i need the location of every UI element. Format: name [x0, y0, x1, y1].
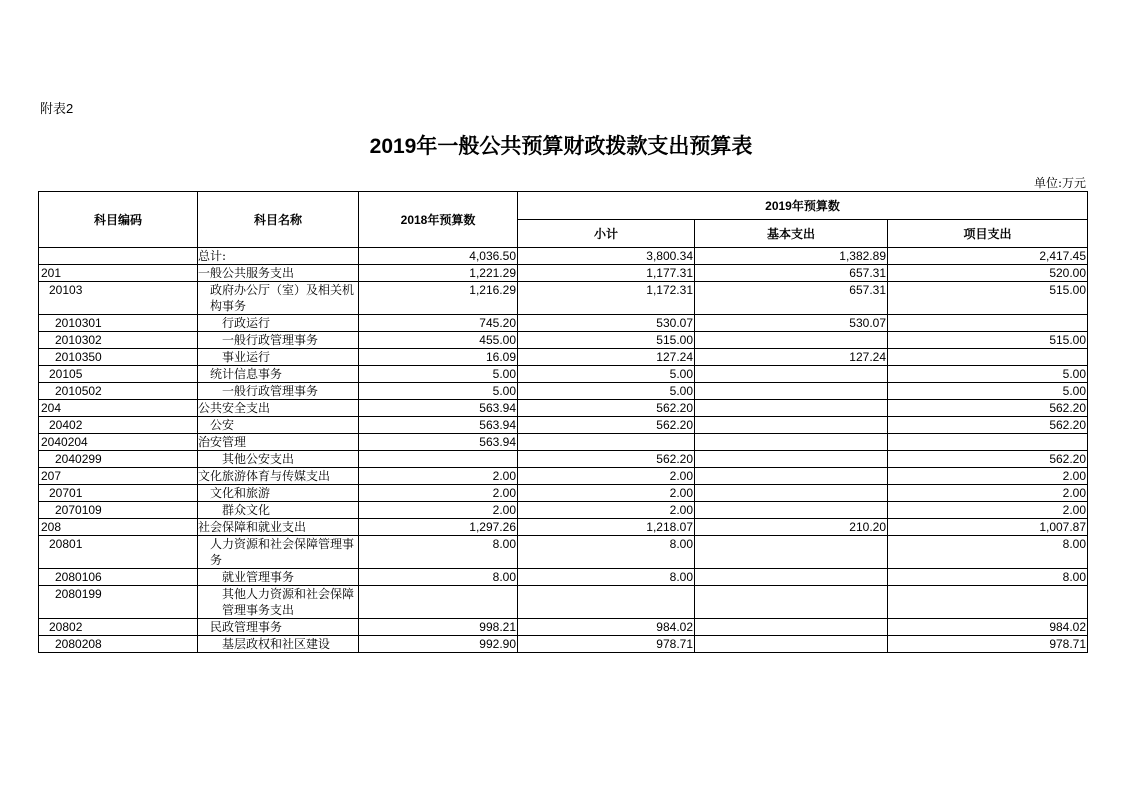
row-budget-2018: 563.94: [359, 434, 518, 451]
row-basic: 1,382.89: [695, 248, 888, 265]
row-subtotal: 1,218.07: [518, 519, 695, 536]
row-budget-2018: 455.00: [359, 332, 518, 349]
row-budget-2018: [359, 451, 518, 468]
row-project: 2,417.45: [888, 248, 1088, 265]
row-subtotal: [518, 434, 695, 451]
row-name: 统计信息事务: [198, 366, 359, 383]
row-code: 20105: [39, 366, 198, 383]
row-basic: 657.31: [695, 282, 888, 315]
header-subtotal: 小计: [518, 220, 695, 248]
row-budget-2018: 5.00: [359, 383, 518, 400]
row-project: 8.00: [888, 569, 1088, 586]
row-basic: [695, 536, 888, 569]
row-subtotal: [518, 586, 695, 619]
row-project: 515.00: [888, 282, 1088, 315]
row-subtotal: 127.24: [518, 349, 695, 366]
table-row: [39, 536, 1088, 569]
row-subtotal: 562.20: [518, 400, 695, 417]
row-code: 204: [39, 400, 198, 417]
page-title: 2019年一般公共预算财政拨款支出预算表: [369, 135, 753, 158]
row-code: 20103: [39, 282, 198, 315]
row-code: 20402: [39, 417, 198, 434]
row-basic: [695, 569, 888, 586]
row-budget-2018: 2.00: [359, 485, 518, 502]
row-basic: [695, 417, 888, 434]
row-code: 2080199: [39, 586, 198, 619]
table-row: [39, 417, 1088, 434]
row-name: 人力资源和社会保障管理事务: [198, 536, 359, 569]
row-project: 2.00: [888, 468, 1088, 485]
row-name: 民政管理事务: [198, 619, 359, 636]
row-subtotal: 562.20: [518, 417, 695, 434]
row-basic: [695, 636, 888, 653]
row-subtotal: 3,800.34: [518, 248, 695, 265]
table-row: [39, 636, 1088, 653]
header-row-top: [39, 192, 1088, 220]
row-basic: [695, 400, 888, 417]
row-code: 20701: [39, 485, 198, 502]
row-name: 公安: [198, 417, 359, 434]
row-subtotal: 530.07: [518, 315, 695, 332]
row-code: 20802: [39, 619, 198, 636]
row-subtotal: 1,177.31: [518, 265, 695, 282]
table-row: [39, 366, 1088, 383]
row-budget-2018: 1,221.29: [359, 265, 518, 282]
row-subtotal: 978.71: [518, 636, 695, 653]
row-project: 5.00: [888, 366, 1088, 383]
row-project: 562.20: [888, 417, 1088, 434]
row-budget-2018: 8.00: [359, 569, 518, 586]
row-code: 208: [39, 519, 198, 536]
row-subtotal: 984.02: [518, 619, 695, 636]
row-project: 1,007.87: [888, 519, 1088, 536]
row-name: 政府办公厅（室）及相关机构事务: [198, 282, 359, 315]
row-basic: [695, 502, 888, 519]
row-budget-2018: 5.00: [359, 366, 518, 383]
row-basic: 127.24: [695, 349, 888, 366]
header-budget-2019: 2019年预算数: [518, 192, 1088, 220]
row-name: 文化旅游体育与传媒支出: [198, 468, 359, 485]
row-name: 群众文化: [198, 502, 359, 519]
row-name: 事业运行: [198, 349, 359, 366]
row-name: 治安管理: [198, 434, 359, 451]
table-row: [39, 383, 1088, 400]
row-name: 一般公共服务支出: [198, 265, 359, 282]
table-row: [39, 349, 1088, 366]
table-row: [39, 248, 1088, 265]
row-project: 984.02: [888, 619, 1088, 636]
table-row: [39, 265, 1088, 282]
row-code: 20801: [39, 536, 198, 569]
row-name: 其他公安支出: [198, 451, 359, 468]
row-name: 文化和旅游: [198, 485, 359, 502]
row-name: 其他人力资源和社会保障管理事务支出: [198, 586, 359, 619]
row-basic: [695, 332, 888, 349]
table-row: [39, 619, 1088, 636]
table-row: [39, 400, 1088, 417]
row-project: 2.00: [888, 485, 1088, 502]
table-row: [39, 519, 1088, 536]
row-basic: 210.20: [695, 519, 888, 536]
row-project: 562.20: [888, 451, 1088, 468]
row-project: [888, 434, 1088, 451]
row-code: 2080106: [39, 569, 198, 586]
table-row: [39, 434, 1088, 451]
table-row: [39, 315, 1088, 332]
row-basic: [695, 586, 888, 619]
table-row: [39, 569, 1088, 586]
row-project: 515.00: [888, 332, 1088, 349]
row-subtotal: 515.00: [518, 332, 695, 349]
table-row: [39, 332, 1088, 349]
row-code: 2010302: [39, 332, 198, 349]
row-subtotal: 562.20: [518, 451, 695, 468]
header-code: 科目编码: [39, 192, 198, 248]
row-project: 520.00: [888, 265, 1088, 282]
row-code: 2010301: [39, 315, 198, 332]
row-basic: 530.07: [695, 315, 888, 332]
row-budget-2018: 2.00: [359, 468, 518, 485]
row-project: [888, 349, 1088, 366]
table-row: [39, 586, 1088, 619]
row-subtotal: 2.00: [518, 502, 695, 519]
row-name: 总计:: [198, 248, 359, 265]
row-name: 公共安全支出: [198, 400, 359, 417]
row-name: 行政运行: [198, 315, 359, 332]
row-basic: [695, 619, 888, 636]
row-code: 201: [39, 265, 198, 282]
row-name: 就业管理事务: [198, 569, 359, 586]
row-project: 5.00: [888, 383, 1088, 400]
row-code: 2080208: [39, 636, 198, 653]
row-budget-2018: 998.21: [359, 619, 518, 636]
row-basic: 657.31: [695, 265, 888, 282]
row-basic: [695, 485, 888, 502]
header-project: 项目支出: [888, 220, 1088, 248]
row-budget-2018: 563.94: [359, 417, 518, 434]
row-subtotal: 8.00: [518, 569, 695, 586]
row-subtotal: 2.00: [518, 468, 695, 485]
appendix-label: 附表2: [40, 101, 74, 116]
row-budget-2018: 1,216.29: [359, 282, 518, 315]
unit-label: 单位:万元: [1033, 176, 1086, 190]
row-budget-2018: 563.94: [359, 400, 518, 417]
row-name: 社会保障和就业支出: [198, 519, 359, 536]
row-code: 2040299: [39, 451, 198, 468]
table-row: [39, 468, 1088, 485]
row-budget-2018: 16.09: [359, 349, 518, 366]
row-subtotal: 1,172.31: [518, 282, 695, 315]
row-project: [888, 315, 1088, 332]
row-basic: [695, 434, 888, 451]
row-budget-2018: 745.20: [359, 315, 518, 332]
row-name: 一般行政管理事务: [198, 383, 359, 400]
row-budget-2018: 4,036.50: [359, 248, 518, 265]
row-code: 2040204: [39, 434, 198, 451]
row-subtotal: 2.00: [518, 485, 695, 502]
row-name: 一般行政管理事务: [198, 332, 359, 349]
row-project: 8.00: [888, 536, 1088, 569]
row-basic: [695, 383, 888, 400]
row-budget-2018: [359, 586, 518, 619]
row-basic: [695, 451, 888, 468]
table-row: [39, 502, 1088, 519]
row-code: 2010350: [39, 349, 198, 366]
row-code: 2070109: [39, 502, 198, 519]
row-project: 2.00: [888, 502, 1088, 519]
row-subtotal: 5.00: [518, 383, 695, 400]
header-name: 科目名称: [198, 192, 359, 248]
table-row: [39, 282, 1088, 315]
budget-table: [38, 191, 1088, 653]
row-budget-2018: 992.90: [359, 636, 518, 653]
header-budget-2018: 2018年预算数: [359, 192, 518, 248]
table-body: [39, 248, 1088, 653]
row-code: 2010502: [39, 383, 198, 400]
row-code: 207: [39, 468, 198, 485]
row-project: 978.71: [888, 636, 1088, 653]
row-budget-2018: 1,297.26: [359, 519, 518, 536]
row-project: 562.20: [888, 400, 1088, 417]
row-budget-2018: 2.00: [359, 502, 518, 519]
row-subtotal: 5.00: [518, 366, 695, 383]
row-code: [39, 248, 198, 265]
header-basic: 基本支出: [695, 220, 888, 248]
table-row: [39, 485, 1088, 502]
table-row: [39, 451, 1088, 468]
row-subtotal: 8.00: [518, 536, 695, 569]
row-project: [888, 586, 1088, 619]
row-basic: [695, 468, 888, 485]
row-basic: [695, 366, 888, 383]
row-name: 基层政权和社区建设: [198, 636, 359, 653]
row-budget-2018: 8.00: [359, 536, 518, 569]
